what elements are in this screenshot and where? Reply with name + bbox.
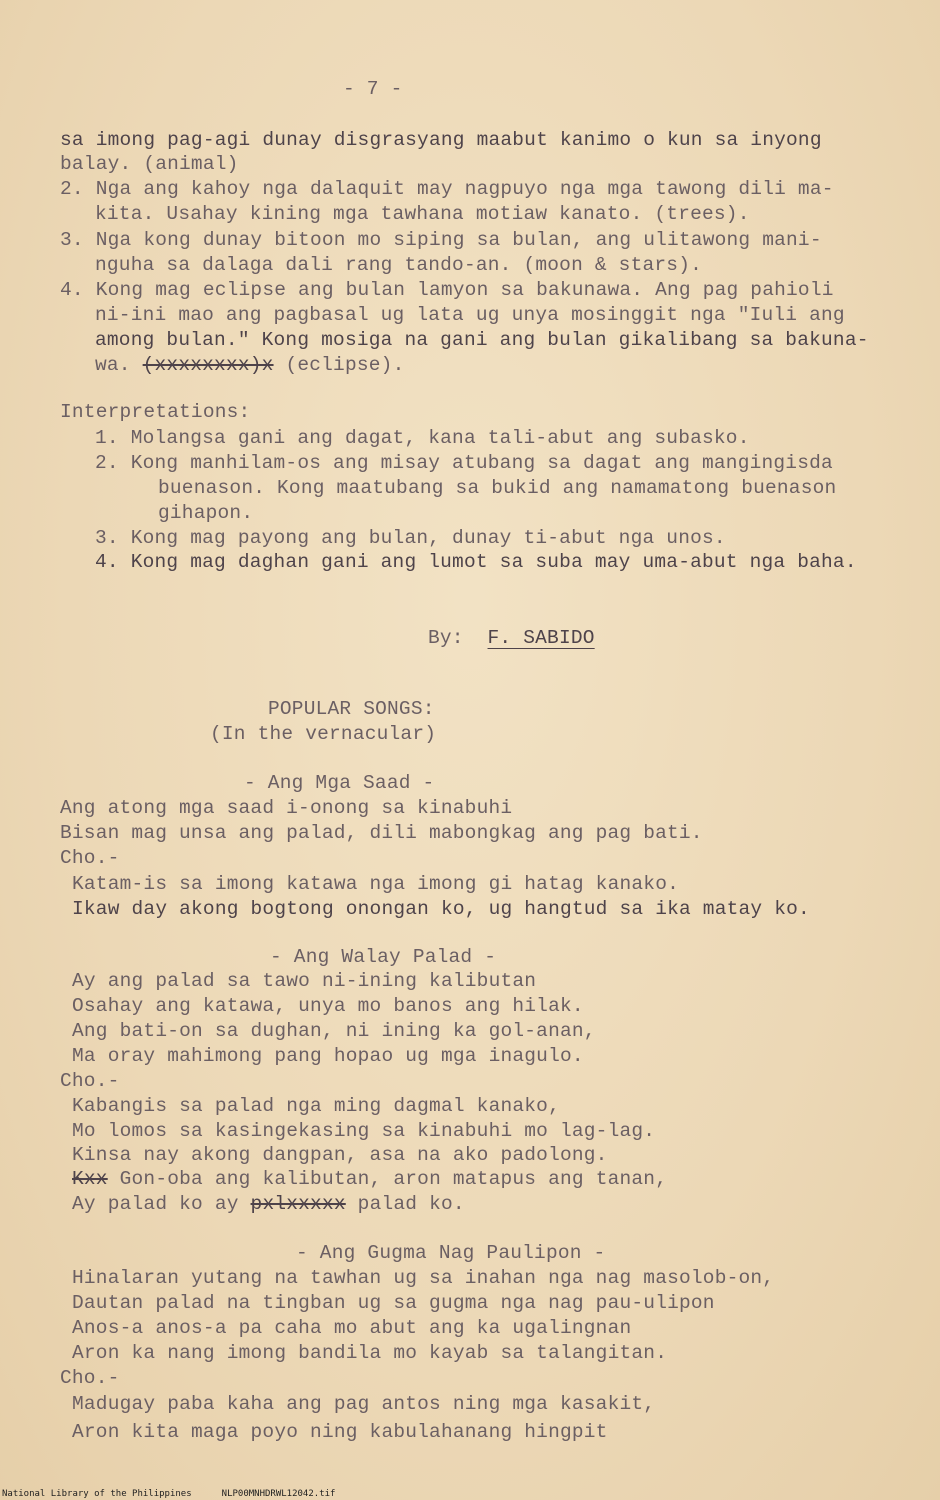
song-1-title: - Ang Mga Saad -	[244, 772, 435, 794]
song-3-line-1: Hinalaran yutang na tawhan ug sa inahan nga nag masolob-on,	[72, 1267, 775, 1289]
song-1-line-2: Bisan mag unsa ang palad, dili mabongkag ang pag bati.	[60, 822, 703, 844]
riddle-3-line-2: nguha sa dalaga dali rang tando-an. (moon & stars).	[95, 254, 702, 276]
songs-subheading: (In the vernacular)	[210, 723, 437, 745]
riddle-4-line-3: among bulan." Kong mosiga na gani ang bulan gikalibang sa bakuna-	[95, 329, 869, 351]
riddle-4-line-4	[95, 353, 404, 377]
footer-library: National Library of the Philippines	[2, 1489, 192, 1499]
interpretation-1: 1. Molangsa gani ang dagat, kana tali-abut ang subasko.	[95, 427, 750, 449]
scan-footer	[2, 1489, 365, 1499]
songs-heading: POPULAR SONGS:	[268, 698, 435, 720]
song-3-line-6: Aron kita maga poyo ning kabulahanang hingpit	[72, 1421, 608, 1443]
riddle-4-line-4-end: (eclipse).	[285, 354, 405, 376]
song-1-line-4: Ikaw day akong bogtong onongan ko, ug hangtud sa ika matay ko.	[72, 898, 810, 920]
riddle-3-line-1: 3. Nga kong dunay bitoon mo siping sa bulan, ang ulitawong mani-	[60, 229, 822, 251]
byline-author: F. SABIDO	[487, 627, 595, 649]
interpretation-2-line-3: gihapon.	[158, 502, 254, 524]
interpretation-2-line-1: 2. Kong manhilam-os ang misay atubang sa dagat ang mangingisda	[95, 452, 833, 474]
page-number: - 7 -	[343, 78, 403, 100]
riddle-2-line-1: 2. Nga ang kahoy nga dalaquit may nagpuyo nga mga tawong dili ma-	[60, 178, 834, 200]
song-2-title: - Ang Walay Palad -	[270, 946, 497, 968]
riddle-2-line-2: kita. Usahay kining mga tawhana motiaw kanato. (trees).	[95, 203, 750, 225]
song-2-line-4: Ma oray mahimong pang hopao ug mga inagulo.	[72, 1045, 584, 1067]
struck-text: Kxx	[72, 1168, 108, 1190]
struck-text: pxlxxxxx	[250, 1193, 346, 1215]
riddle-1-line-2: balay. (animal)	[60, 153, 239, 175]
song-1-chorus-label: Cho.-	[60, 847, 120, 869]
song-2-line-2: Osahay ang katawa, unya mo banos ang hilak.	[72, 995, 584, 1017]
riddle-4-line-4-start: wa.	[95, 354, 131, 376]
riddle-4-line-1: 4. Kong mag eclipse ang bulan lamyon sa bakunawa. Ang pag pahioli	[60, 279, 834, 301]
song-2-line-6: Mo lomos sa kasingekasing sa kinabuhi mo lag-lag.	[72, 1120, 656, 1142]
byline	[428, 626, 618, 650]
song-2-line-7: Kinsa nay akong dangpan, asa na ako padolong.	[72, 1144, 608, 1166]
song-2-line-9-start: Ay palad ko ay	[72, 1193, 239, 1215]
byline-label: By:	[428, 627, 464, 649]
song-1-line-3: Katam-is sa imong katawa nga imong gi hatag kanako.	[72, 873, 679, 895]
song-3-line-3: Anos-a anos-a pa caha mo abut ang ka ugalingnan	[72, 1317, 632, 1339]
song-2-chorus-label: Cho.-	[60, 1070, 120, 1092]
interpretation-2-line-2: buenason. Kong maatubang sa bukid ang namamatong buenason	[158, 477, 837, 499]
song-2-line-9-end: palad ko.	[357, 1193, 465, 1215]
footer-filename: NLP00MNHDRWL12042.tif	[221, 1489, 336, 1499]
song-3-line-4: Aron ka nang imong bandila mo kayab sa talangitan.	[72, 1342, 668, 1364]
song-2-line-1: Ay ang palad sa tawo ni-ining kalibutan	[72, 970, 537, 992]
riddle-1-line-1: sa imong pag-agi dunay disgrasyang maabut kanimo o kun sa inyong	[60, 129, 822, 151]
interpretation-4: 4. Kong mag daghan gani ang lumot sa suba may uma-abut nga baha.	[95, 551, 857, 573]
song-1-line-1: Ang atong mga saad i-onong sa kinabuhi	[60, 797, 513, 819]
interpretation-3: 3. Kong mag payong ang bulan, dunay ti-abut nga unos.	[95, 527, 726, 549]
song-3-line-5: Madugay paba kaha ang pag antos ning mga kasakit,	[72, 1393, 656, 1415]
song-3-chorus-label: Cho.-	[60, 1367, 120, 1389]
song-2-line-5: Kabangis sa palad nga ming dagmal kanako,	[72, 1095, 560, 1117]
song-3-line-2: Dautan palad na tingban ug sa gugma nga nag pau-ulipon	[72, 1292, 715, 1314]
song-2-line-8	[72, 1167, 667, 1191]
struck-text: (xxxxxxxx)x	[142, 354, 274, 376]
song-2-line-8-text: Gon-oba ang kalibutan, aron matapus ang tanan,	[119, 1168, 668, 1190]
riddle-4-line-2: ni-ini mao ang pagbasal ug lata ug unya mosinggit nga "Iuli ang	[95, 304, 845, 326]
song-2-line-3: Ang bati-on sa dughan, ni ining ka gol-anan,	[72, 1020, 596, 1042]
song-2-line-9	[72, 1192, 465, 1216]
interpretations-heading: Interpretations:	[60, 401, 251, 423]
song-3-title: - Ang Gugma Nag Paulipon -	[296, 1242, 606, 1264]
